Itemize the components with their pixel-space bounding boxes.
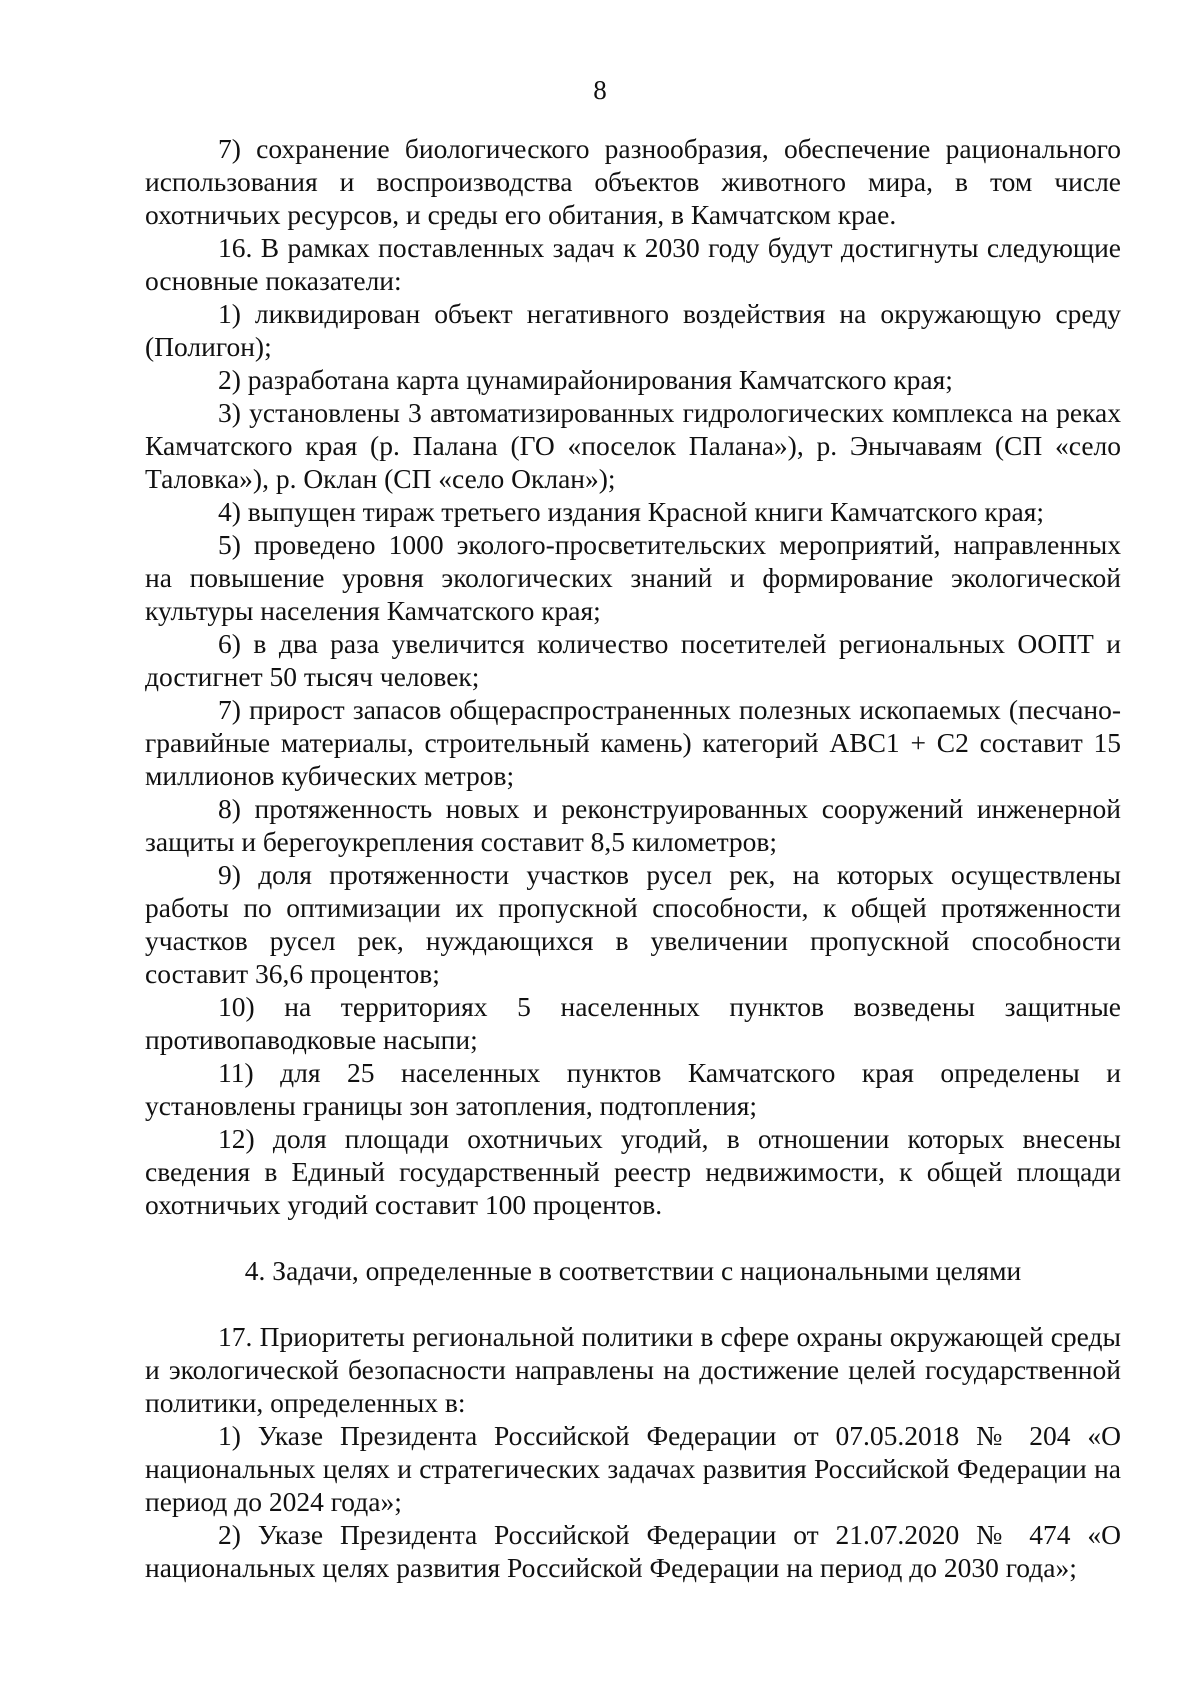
decree-item-1: 1) Указе Президента Российской Федерации от 07.05.2018 № 204 «О национальных целях и стратегических задачах развития Российской Федерации на период до 2024 года»;	[145, 1420, 1121, 1517]
indicator-3: 3) установлены 3 автоматизированных гидрологических комплекса на реках Камчатского края (р. Палана (ГО «поселок Палана»), р. Энычаваям (СП «село Таловка»), р. Оклан (СП «село Оклан»);	[145, 397, 1121, 494]
indicator-8: 8) протяженность новых и реконструированных сооружений инженерной защиты и берегоукрепления составит 8,5 километров;	[145, 793, 1121, 857]
indicator-4: 4) выпущен тираж третьего издания Красной книги Камчатского края;	[218, 496, 1045, 527]
paragraph-16-intro: 16. В рамках поставленных задач к 2030 году будут достигнуты следующие основные показатели:	[145, 232, 1121, 296]
paragraph-item-7-biodiversity: 7) сохранение биологического разнообразия, обеспечение рационального использования и воспроизводства объектов животного мира, в том числе охотничьих ресурсов, и среды его обитания, в Камчатском крае.	[145, 133, 1121, 230]
section-heading: 4. Задачи, определенные в соответствии с национальными целями	[244, 1255, 1022, 1286]
indicator-10: 10) на территориях 5 населенных пунктов возведены защитные противопаводковые насыпи;	[145, 991, 1121, 1055]
spacer	[145, 1221, 1121, 1254]
indicator-11: 11) для 25 населенных пунктов Камчатского края определены и установлены границы зон затопления, подтопления;	[145, 1057, 1121, 1121]
indicator-5: 5) проведено 1000 эколого-просветительских мероприятий, направленных на повышение уровня экологических знаний и формирование экологической культуры населения Камчатского края;	[145, 529, 1121, 626]
document-body	[145, 132, 1121, 1584]
indicator-1: 1) ликвидирован объект негативного воздействия на окружающую среду (Полигон);	[145, 298, 1121, 362]
page-number: 8	[593, 75, 607, 105]
spacer	[145, 1287, 1121, 1320]
indicator-9: 9) доля протяженности участков русел рек, на которых осуществлены работы по оптимизации их пропускной способности, к общей протяженности участков русел рек, нуждающихся в увеличении пропускной способности составит 36,6 процентов;	[145, 859, 1121, 989]
paragraph-17-intro: 17. Приоритеты региональной политики в сфере охраны окружающей среды и экологической безопасности направлены на достижение целей государственной политики, определенных в:	[145, 1321, 1121, 1418]
indicator-6: 6) в два раза увеличится количество посетителей региональных ООПТ и достигнет 50 тысяч человек;	[145, 628, 1121, 692]
indicator-7: 7) прирост запасов общераспространенных полезных ископаемых (песчано-гравийные материалы, строительный камень) категорий АВС1 + С2 составит 15 миллионов кубических метров;	[145, 694, 1121, 791]
indicator-2: 2) разработана карта цунамирайонирования Камчатского края;	[218, 364, 953, 395]
decree-item-2: 2) Указе Президента Российской Федерации от 21.07.2020 № 474 «О национальных целях развития Российской Федерации на период до 2030 года»;	[145, 1519, 1121, 1583]
indicator-12: 12) доля площади охотничьих угодий, в отношении которых внесены сведения в Единый государственный реестр недвижимости, к общей площади охотничьих угодий составит 100 процентов.	[145, 1123, 1121, 1220]
